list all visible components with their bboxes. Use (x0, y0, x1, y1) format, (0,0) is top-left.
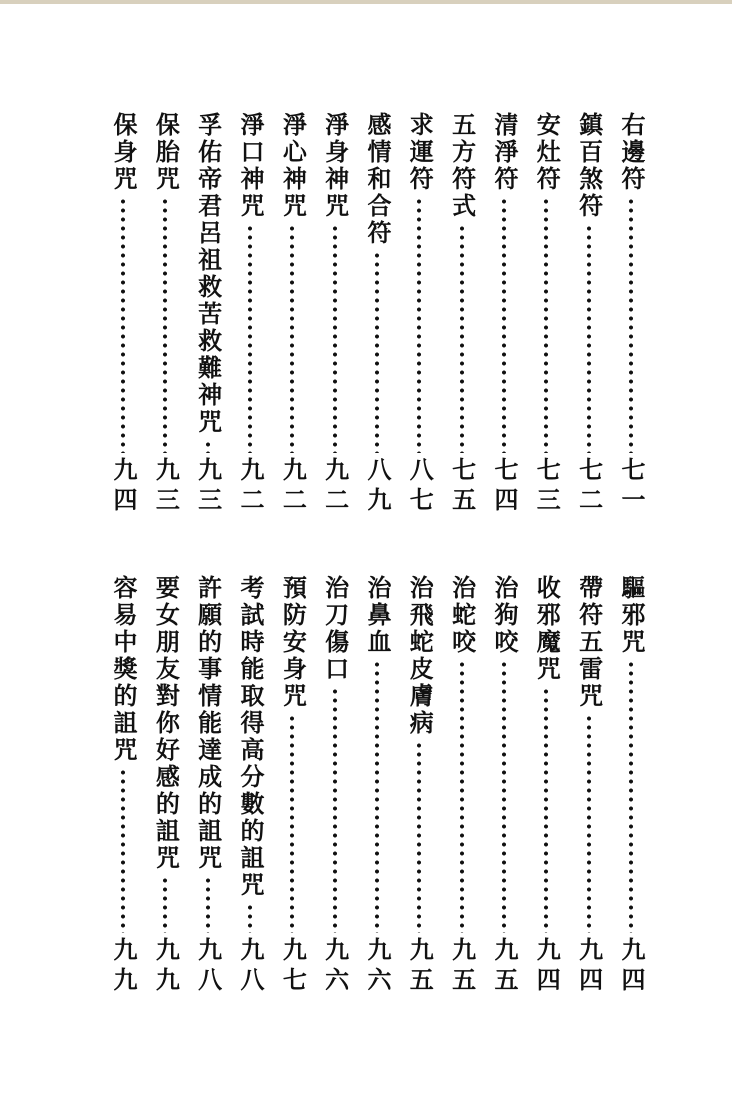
toc-entry-page-number: 九三 (151, 457, 181, 517)
toc-entry-page-number: 九四 (109, 457, 138, 517)
toc-entry (526, 112, 566, 517)
toc-entry (399, 575, 439, 997)
toc-entry-page-number: 七四 (489, 457, 519, 517)
toc-entry-title: 鎮百煞符 (574, 112, 604, 220)
toc-entry-title: 要女朋友對你好感的詛咒 (151, 575, 181, 872)
toc-dot-leader (374, 251, 380, 453)
toc-entry-title: 安灶符 (532, 112, 562, 193)
toc-entry-page-number: 九二 (278, 457, 308, 517)
toc-dot-leader (120, 197, 126, 453)
toc-entry (230, 575, 270, 997)
toc-dot-leader (543, 687, 549, 933)
toc-entry-page-number: 九九 (151, 937, 181, 997)
toc-entry-page-number: 九二 (320, 457, 350, 517)
toc-entry-page-number: 九五 (447, 937, 477, 997)
toc-entry-page-number: 九八 (193, 937, 223, 997)
toc-dot-leader (586, 714, 592, 933)
toc-entry (188, 575, 228, 997)
toc-entry (188, 112, 228, 517)
toc-dot-leader (501, 197, 507, 453)
toc-entry (526, 575, 566, 997)
toc-dot-leader (289, 224, 295, 453)
toc-entry-title: 保身咒 (109, 112, 138, 193)
toc-entry-page-number: 九九 (109, 937, 138, 997)
toc-entry-title: 帶符五雷咒 (574, 575, 604, 710)
toc-entry (357, 112, 397, 517)
toc-entry-page-number: 九六 (320, 937, 350, 997)
toc-entry-page-number: 九四 (616, 937, 646, 997)
toc-entry-title: 許願的事情能達成的詛咒 (193, 575, 223, 872)
toc-dot-leader (205, 440, 211, 453)
toc-entry-title: 收邪魔咒 (532, 575, 562, 683)
toc-dot-leader (289, 714, 295, 933)
toc-entry-title: 孚佑帝君呂祖救苦救難神咒 (193, 112, 223, 436)
toc-entry (145, 112, 185, 517)
toc-entry-page-number: 九二 (235, 457, 265, 517)
toc-entry-page-number: 九七 (278, 937, 308, 997)
toc-entry-page-number: 九八 (235, 937, 265, 997)
toc-entry-page-number: 九三 (193, 457, 223, 517)
toc-dot-leader (332, 224, 338, 453)
toc-dot-leader (247, 224, 253, 453)
toc-entry-title: 治狗咬 (489, 575, 519, 656)
toc-dot-leader (162, 197, 168, 453)
toc-entry-title: 治鼻血 (362, 575, 392, 656)
toc-entry-title: 預防安身咒 (278, 575, 308, 710)
toc-entry-title: 右邊符 (616, 112, 646, 193)
toc-entry-title: 清淨符 (489, 112, 519, 193)
toc-entry (315, 112, 355, 517)
toc-entry (103, 575, 143, 997)
toc-entry-title: 淨口神咒 (235, 112, 265, 220)
toc-entry-page-number: 九六 (362, 937, 392, 997)
toc-block-bottom (103, 575, 651, 997)
toc-entry (399, 112, 439, 517)
toc-dot-leader (162, 876, 168, 933)
page-top-edge (0, 0, 732, 4)
toc-dot-leader (205, 876, 211, 933)
toc-entry-title: 驅邪咒 (616, 575, 646, 656)
toc-entry-title: 五方符式 (447, 112, 477, 220)
toc-entry-title: 淨心神咒 (278, 112, 308, 220)
toc-entry (569, 112, 609, 517)
toc-entry (315, 575, 355, 997)
toc-dot-leader (247, 903, 253, 933)
toc-entry-page-number: 八九 (362, 457, 392, 517)
toc-dot-leader (374, 660, 380, 933)
toc-dot-leader (628, 660, 634, 933)
toc-entry (145, 575, 185, 997)
toc-entry-title: 保胎咒 (151, 112, 181, 193)
toc-entry (442, 575, 482, 997)
toc-dot-leader (501, 660, 507, 933)
toc-dot-leader (543, 197, 549, 453)
toc-entry-title: 容易中獎的詛咒 (109, 575, 138, 764)
toc-dot-leader (120, 768, 126, 933)
toc-entry-page-number: 七三 (532, 457, 562, 517)
toc-entry-title: 治蛇咬 (447, 575, 477, 656)
toc-entry-page-number: 九五 (489, 937, 519, 997)
toc-entry-title: 求運符 (405, 112, 435, 193)
toc-entry (357, 575, 397, 997)
toc-entry-page-number: 七五 (447, 457, 477, 517)
toc-entry (272, 112, 312, 517)
toc-entry-page-number: 九五 (405, 937, 435, 997)
toc-entry-title: 感情和合符 (362, 112, 392, 247)
toc-dot-leader (332, 687, 338, 933)
toc-dot-leader (586, 224, 592, 453)
toc-entry-page-number: 七一 (616, 457, 646, 517)
toc-dot-leader (628, 197, 634, 453)
toc-entry-page-number: 八七 (405, 457, 435, 517)
toc-dot-leader (459, 660, 465, 933)
toc-entry-title: 考試時能取得高分數的詛咒 (235, 575, 265, 899)
toc-entry (484, 112, 524, 517)
toc-entry (484, 575, 524, 997)
toc-block-top (103, 112, 651, 517)
toc-entry-page-number: 九四 (532, 937, 562, 997)
toc-entry (611, 575, 651, 997)
toc-entry (611, 112, 651, 517)
toc-entry (230, 112, 270, 517)
toc-entry-page-number: 九四 (574, 937, 604, 997)
toc-entry (103, 112, 143, 517)
toc-dot-leader (416, 741, 422, 933)
toc-entry-title: 治飛蛇皮膚病 (405, 575, 435, 737)
toc-dot-leader (459, 224, 465, 453)
toc-entry-title: 治刀傷口 (320, 575, 350, 683)
toc-entry (569, 575, 609, 997)
toc-entry-page-number: 七二 (574, 457, 604, 517)
toc-dot-leader (416, 197, 422, 453)
toc-entry (272, 575, 312, 997)
toc-entry-title: 淨身神咒 (320, 112, 350, 220)
toc-entry (442, 112, 482, 517)
